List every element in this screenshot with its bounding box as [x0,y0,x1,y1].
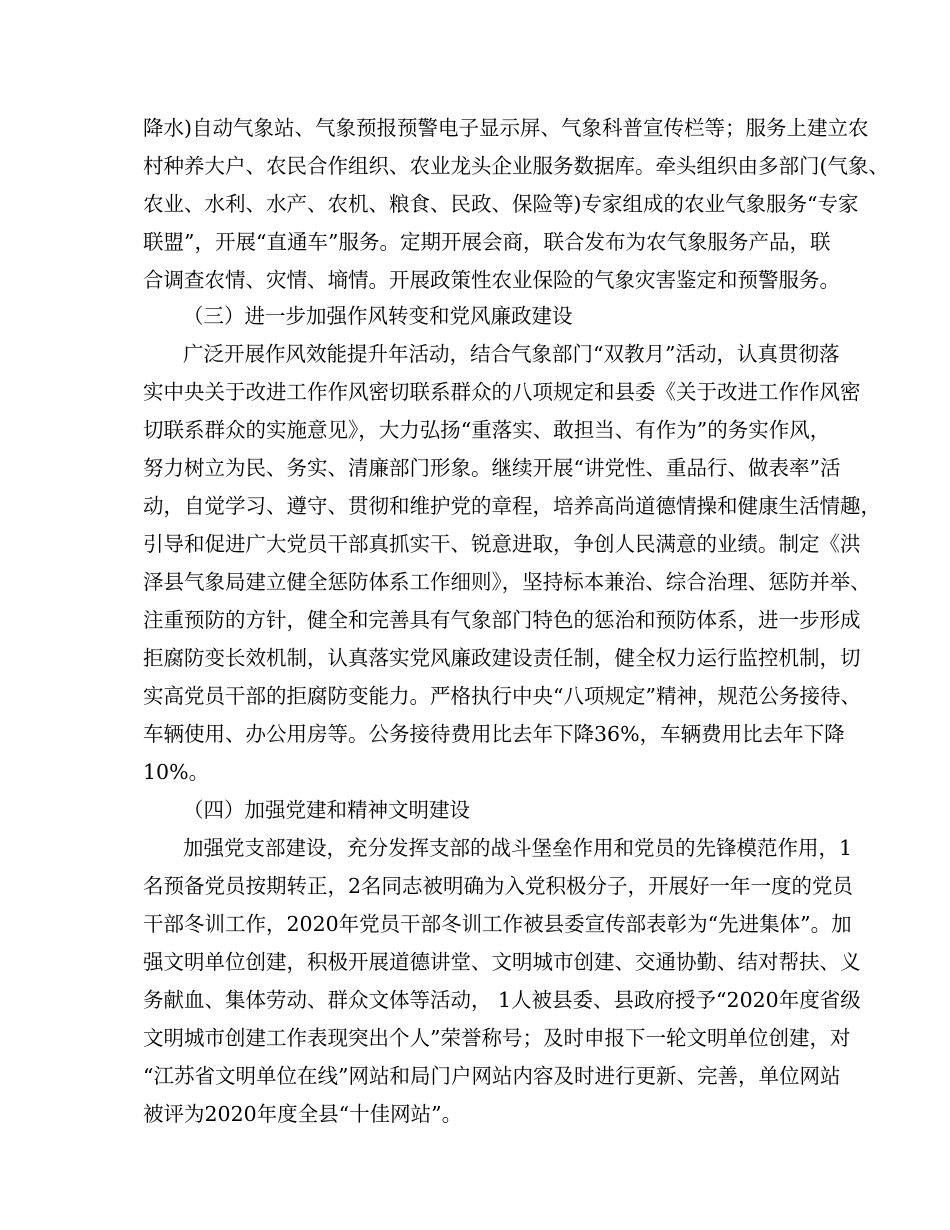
body-text-line: 10%。 [143,760,210,784]
section-heading: （四）加强党建和精神文明建设 [183,798,470,822]
body-text-line: 引导和促进广大党员干部真抓实干、锐意进取，争创人民满意的业绩。制定《洪 [143,532,861,556]
body-text-line: 名预备党员按期转正，2名同志被明确为入党积极分子，开展好一年一度的党员 [143,874,854,898]
body-text-line: 村种养大户、农民合作组织、农业龙头企业服务数据库。牵头组织由多部门(气象、 [143,154,889,178]
body-text-line: 降水)自动气象站、气象预报预警电子显示屏、气象科普宣传栏等；服务上建立农 [143,116,869,140]
paragraph-first-line: 广泛开展作风效能提升年活动，结合气象部门“双教月”活动，认真贯彻落 [183,342,840,366]
body-text-line: 农业、水利、水产、农机、粮食、民政、保险等)专家组成的农业气象服务“专家 [143,192,859,216]
body-text-line: “江苏省文明单位在线”网站和局门户网站内容及时进行更新、完善，单位网站 [143,1064,841,1088]
paragraph-first-line: 加强党支部建设，充分发挥支部的战斗堡垒作用和党员的先锋模范作用，1 [183,836,853,860]
body-text-line: 动，自觉学习、遵守、贯彻和维护党的章程，培养高尚道德情操和健康生活情趣， [143,494,881,518]
body-text-line: 拒腐防变长效机制，认真落实党风廉政建设责任制，健全权力运行监控机制，切 [143,646,861,670]
body-text-line: 文明城市创建工作表现突出个人”荣誉称号；及时申报下一轮文明单位创建，对 [143,1026,851,1050]
body-text-line: 实高党员干部的拒腐防变能力。严格执行中央“八项规定”精神，规范公务接待、 [143,684,861,708]
body-text-line: 努力树立为民、务实、清廉部门形象。继续开展“讲党性、重品行、做表率”活 [143,456,841,480]
body-text-line: 务献血、集体劳动、群众文体等活动， 1人被县委、县政府授予“2020年度省级 [143,988,861,1012]
section-heading: （三）进一步加强作风转变和党风廉政建设 [183,304,573,328]
body-text-line: 联盟”，开展“直通车”服务。定期开展会商，联合发布为农气象服务产品，联 [143,230,831,254]
body-text-line: 车辆使用、办公用房等。公务接待费用比去年下降36%，车辆费用比去年下降 [143,722,845,746]
body-text-line: 注重预防的方针，健全和完善具有气象部门特色的惩治和预防体系，进一步形成 [143,608,861,632]
body-text-line: 被评为2020年度全县“十佳网站”。 [143,1102,463,1126]
body-text-line: 泽县气象局建立健全惩防体系工作细则》，坚持标本兼治、综合治理、惩防并举、 [143,570,871,594]
body-text-line: 合调查农情、灾情、墒情。开展政策性农业保险的气象灾害鉴定和预警服务。 [143,268,840,292]
body-text-line: 实中央关于改进工作作风密切联系群众的八项规定和县委《关于改进工作作风密 [143,380,861,404]
body-text-line: 强文明单位创建，积极开展道德讲堂、文明城市创建、交通协勤、结对帮扶、义 [143,950,861,974]
body-text-line: 切联系群众的实施意见》，大力弘扬“重落实、敢担当、有作为”的务实作风， [143,418,831,442]
body-text-line: 干部冬训工作，2020年党员干部冬训工作被县委宣传部表彰为“先进集体”。加 [143,912,852,936]
